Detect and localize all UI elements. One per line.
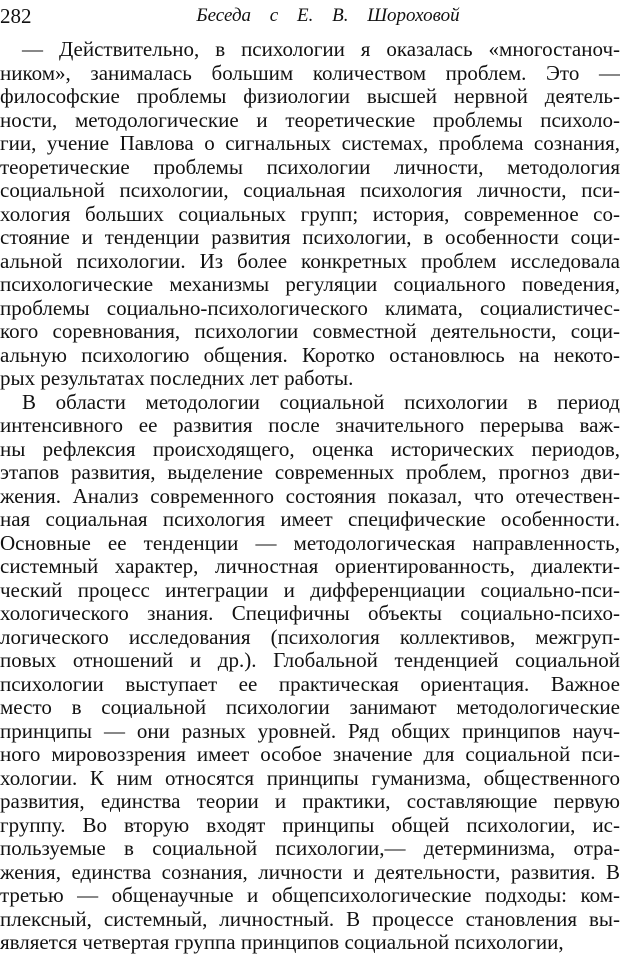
text-line: В области методологии социальной психологии в период [22,389,620,414]
page-number: 282 [0,4,32,28]
paragraph [0,391,620,955]
text-line: ности, методологические и теоретические проблемы психоло- [0,107,620,132]
text-line: является четвертая группа принципов социальной психологии, [0,930,564,954]
text-line: кого соревнования, психологии совместной деятельности, соци- [0,319,620,343]
text-line: интенсивного ее развития после значительного перерыва важ- [0,413,620,437]
text-line: хологического знания. Специфичны объекты социально-психо- [0,601,620,625]
text-line: место в социальной психологии занимают методологические [0,695,620,719]
text-line: развития, единства теории и практики, составляющие первую [0,789,620,813]
text-line: этапов развития, выделение современных проблем, прогноз дви- [0,460,620,484]
text-line: хология больших социальных групп; история, современное со- [0,201,620,226]
running-head: Беседа с Е. В. Шороховой [196,5,460,26]
text-line: психологии выступает ее практическая ориентация. Важное [0,671,620,696]
text-line: жения, единства сознания, личности и деятельности, развития. В [0,859,620,884]
text-line: ного мировоззрения имеет особое значение для социальной пси- [0,742,620,766]
text-line: хологии. К ним относятся принципы гуманизма, общественного [0,765,620,790]
page-header [0,4,620,28]
text-line: логического исследования (психология коллективов, межгруп- [0,624,620,649]
text-line: — Действительно, в психологии я оказалась «многостаноч- [22,37,620,61]
text-line: философские проблемы физиологии высшей нервной деятель- [0,84,620,108]
paragraph [0,38,620,391]
text-line: ны рефлексия происходящего, оценка исторических периодов, [0,436,620,461]
text-line: системный характер, личностная ориентированность, диалекти- [0,554,620,578]
body-text [0,38,620,955]
text-line: проблемы социально-психологического климата, социалистичес- [0,295,620,320]
text-line: ческий процесс интеграции и дифференциации социально-пси- [0,577,620,602]
text-line: жения. Анализ современного состояния показал, что отечествен- [0,483,620,508]
text-line: плексный, системный, личностный. В процессе становления вы- [0,906,620,931]
text-line: ная социальная психология имеет специфические особенности. [0,507,620,531]
text-line: ником», занималась большим количеством проблем. Это — [0,60,620,85]
text-line: третью — общенаучные и общепсихологические подходы: ком- [0,883,620,907]
text-line: альной психологии. Из более конкретных проблем исследовала [0,248,620,273]
text-line: рых результатах последних лет работы. [0,366,354,390]
text-line: теоретические проблемы психологии личности, методология [0,154,620,179]
text-line: Основные ее тенденции — методологическая направленность, [0,530,620,555]
text-line: пользуемые в социальной психологии,— детерминизма, отра- [0,836,620,860]
text-line: принципы — они разных уровней. Ряд общих принципов науч- [0,718,620,743]
text-line: психологические механизмы регуляции социального поведения, [0,272,620,296]
text-line: стояние и тенденции развития психологии, в особенности соци- [0,225,620,249]
text-line: группу. Во вторую входят принципы общей психологии, ис- [0,812,620,837]
text-line: социальной психологии, социальная психология личности, пси- [0,178,620,202]
text-line: повых отношений и др.). Глобальной тенденцией социальной [0,648,620,672]
text-line: альную психологию общения. Коротко остановлюсь на некото- [0,342,620,367]
text-line: гии, учение Павлова о сигнальных системах, проблема сознания, [0,131,620,155]
